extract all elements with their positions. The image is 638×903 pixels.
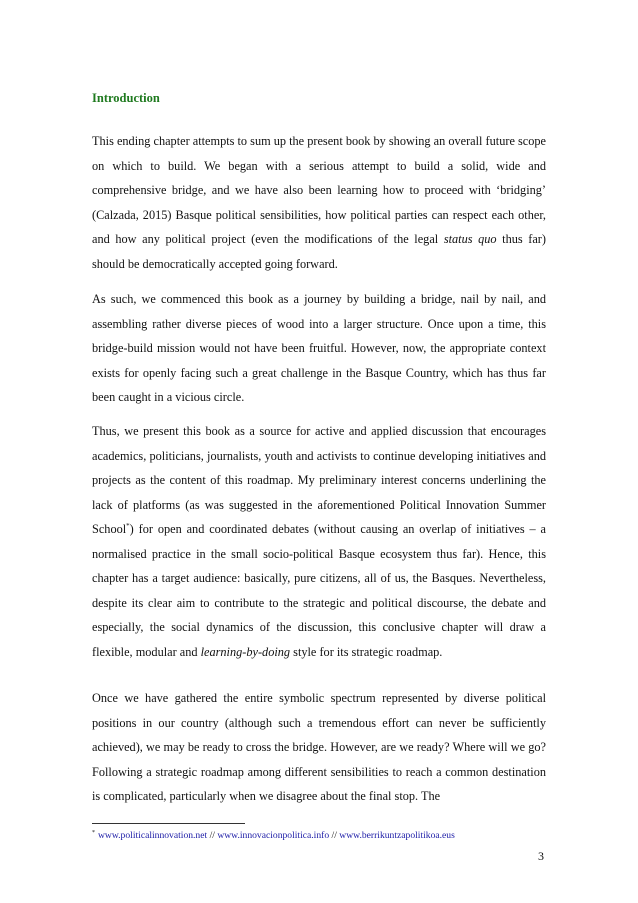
paragraph-4: Once we have gathered the entire symbolic spectrum represented by diverse political positions in our country (although such a tremendous effort can never be sufficiently achieved), we may be ready to cross the bridge. However, are we ready? Where will we go? Following a strategic roadmap among different sensibilities to reach a common destination is complicated, particularly when we disagree about the final stop. The <box>92 691 546 803</box>
footnote-link-berrikuntzapolitikoa[interactable]: www.berrikuntzapolitikoa.eus <box>339 830 455 841</box>
paragraph-1-text-b: thus far) should be democratically accepted going forward. <box>92 232 546 271</box>
section-heading: Introduction <box>92 91 160 105</box>
paragraph-1-text-a: This ending chapter attempts to sum up the present book by showing an overall future scope on which to build. We began with a serious attempt to build a solid, wide and comprehensive bridge, and we have also been learning how to proceed with ‘bridging’ (Calzada, 2015) Basque political sensibilities, how political parties can respect each other, and how any political project (even the modifications of the legal <box>92 134 546 246</box>
footnote-separator: // <box>209 830 215 841</box>
paragraph-3 <box>92 419 546 664</box>
paragraph-3-emphasis: learning-by-doing <box>200 644 291 659</box>
footnote-marker: * <box>92 829 95 836</box>
footnote-separator: // <box>331 830 337 841</box>
paragraph-1-emphasis: status quo <box>443 232 497 246</box>
footnote-link-innovacionpolitica[interactable]: www.innovacionpolitica.info <box>217 830 330 841</box>
paragraph-3-text-b: ) for open and coordinated debates (without causing an overlap of initiatives – a normalised practice in the small socio-political Basque ecosystem thus far). Hence, this chapter has a target audience: basically, pure citizens, all of us, the Basques. Nevertheless, despite its clear aim to contribute to the strategic and political discourse, the debate and especially, the social dynamics of the discussion, this conclusive chapter will draw a flexible, modular and <box>92 522 546 659</box>
paragraph-2: As such, we commenced this book as a journey by building a bridge, nail by nail, and assembling rather diverse pieces of wood into a larger structure. Once upon a time, this bridge-build mission would not have been fruitful. However, now, the appropriate context exists for openly facing such a great challenge in the Basque Country, which has thus far been caught in a vicious circle. <box>92 292 546 404</box>
footnote-reference[interactable]: * <box>126 521 130 530</box>
paragraph-3-text-a: Thus, we present this book as a source for active and applied discussion that encourages academics, politicians, journalists, youth and activists to continue developing initiatives and projects as the content of this roadmap. My preliminary interest concerns underlining the lack of platforms (as was suggested in the aforementioned Political Innovation Summer School <box>92 424 546 536</box>
paragraph-1 <box>92 129 546 276</box>
footnote-divider <box>92 823 245 824</box>
paragraph-3-text-c: style for its strategic roadmap. <box>290 644 443 659</box>
footnote <box>92 829 455 842</box>
page-number: 3 <box>538 849 544 863</box>
footnote-link-politicalinnovation[interactable]: www.politicalinnovation.net <box>98 830 208 841</box>
